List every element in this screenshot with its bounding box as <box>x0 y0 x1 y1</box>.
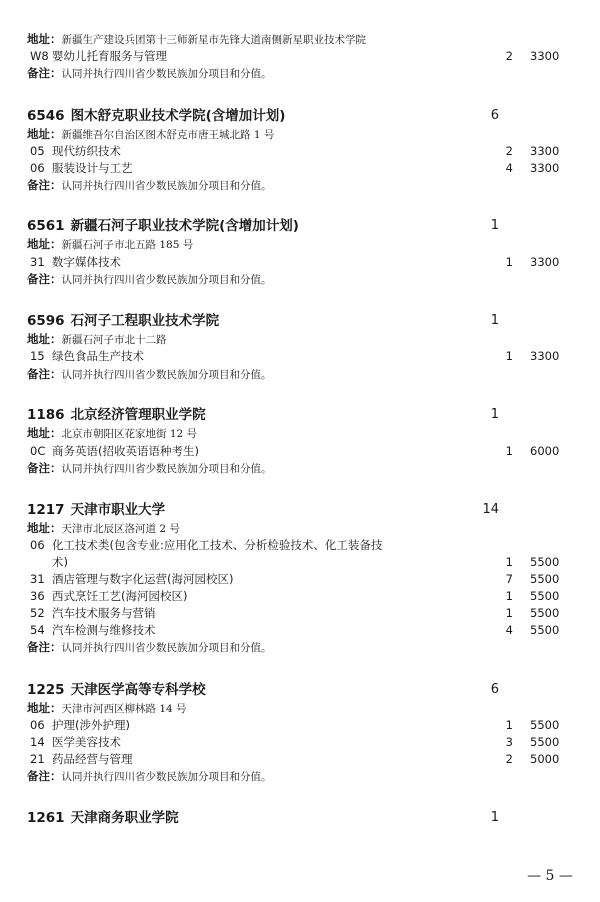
school-total: 6 <box>490 682 499 697</box>
major-name: 化工技术类(包含专业:应用化工技术、分析检验技术、化工装备技 <box>52 538 383 552</box>
note-label: 备注： <box>27 66 62 80</box>
major-row <box>30 751 560 768</box>
major-fee: 5000 <box>530 752 560 766</box>
note-line <box>27 768 560 785</box>
address-label: 地址： <box>27 32 62 46</box>
note-line <box>27 639 560 656</box>
school-total: 1 <box>490 407 499 422</box>
major-plan: 1 <box>505 606 513 620</box>
school-heading <box>27 311 560 331</box>
address-label: 地址： <box>27 521 62 535</box>
address-text: 天津市河西区柳林路 14 号 <box>61 703 187 715</box>
major-row <box>30 143 560 160</box>
note-label: 备注： <box>27 640 62 654</box>
school-heading <box>27 808 560 828</box>
major-row <box>30 622 560 639</box>
address-line <box>27 126 560 143</box>
major-name: 婴幼儿托育服务与管理 <box>52 49 167 63</box>
note-text: 认同并执行四川省少数民族加分项目和分值。 <box>61 463 272 475</box>
school-total: 1 <box>490 810 499 825</box>
major-row <box>30 443 560 460</box>
major-code: 21 <box>30 752 45 766</box>
address-text: 新疆石河子市北十二路 <box>61 334 167 346</box>
major-fee: 3300 <box>530 161 560 175</box>
major-plan: 1 <box>505 555 513 569</box>
school-name: 北京经济管理职业学院 <box>70 407 206 423</box>
major-plan: 1 <box>505 444 513 458</box>
major-fee: 5500 <box>530 735 560 749</box>
major-fee: 5500 <box>530 718 560 732</box>
note-line <box>27 366 560 383</box>
major-name: 药品经营与管理 <box>52 752 133 766</box>
major-fee: 5500 <box>530 589 560 603</box>
school-code: 6546 <box>27 108 65 124</box>
major-name: 西式烹饪工艺(海河园校区) <box>52 589 188 603</box>
school-total: 14 <box>482 502 499 517</box>
major-name: 现代纺织技术 <box>52 144 121 158</box>
major-plan: 7 <box>505 572 513 586</box>
note-label: 备注： <box>27 178 62 192</box>
major-plan: 1 <box>505 349 513 363</box>
school-code: 6596 <box>27 313 65 329</box>
major-plan: 2 <box>505 144 513 158</box>
note-text: 认同并执行四川省少数民族加分项目和分值。 <box>61 180 272 192</box>
major-code: 14 <box>30 735 45 749</box>
major-row <box>30 588 560 605</box>
major-name: 酒店管理与数字化运营(海河园校区) <box>52 572 234 586</box>
address-text: 天津市北辰区洛河道 2 号 <box>61 523 180 535</box>
major-fee: 5500 <box>530 555 560 569</box>
major-fee: 5500 <box>530 606 560 620</box>
note-text: 认同并执行四川省少数民族加分项目和分值。 <box>61 68 272 80</box>
school-heading <box>27 106 560 126</box>
major-code: 06 <box>30 718 45 732</box>
note-text: 认同并执行四川省少数民族加分项目和分值。 <box>61 369 272 381</box>
address-label: 地址： <box>27 701 62 715</box>
address-line <box>27 31 560 48</box>
note-text: 认同并执行四川省少数民族加分项目和分值。 <box>61 274 272 286</box>
major-plan: 1 <box>505 255 513 269</box>
major-fee: 5500 <box>530 572 560 586</box>
major-fee: 6000 <box>530 444 560 458</box>
major-code: 15 <box>30 349 45 363</box>
major-row <box>30 160 560 177</box>
major-code: 54 <box>30 623 45 637</box>
address-text: 新疆生产建设兵团第十三师新星市先锋大道南侧新星职业技术学院 <box>61 34 366 46</box>
note-line <box>27 177 560 194</box>
major-row <box>30 571 560 588</box>
address-line <box>27 520 560 537</box>
major-code: 06 <box>30 538 45 552</box>
major-fee: 3300 <box>530 349 560 363</box>
note-line <box>27 65 560 82</box>
major-code: 0C <box>30 444 46 458</box>
major-name: 绿色食品生产技术 <box>52 349 144 363</box>
major-plan: 4 <box>505 623 513 637</box>
major-row <box>30 605 560 622</box>
address-text: 新疆石河子市北五路 185 号 <box>61 239 194 251</box>
school-name: 新疆石河子职业技术学院(含增加计划) <box>70 218 299 234</box>
school-code: 1186 <box>27 407 65 423</box>
note-text: 认同并执行四川省少数民族加分项目和分值。 <box>61 642 272 654</box>
major-name-continued: 术) <box>52 555 68 569</box>
major-code: W8 <box>30 49 49 63</box>
major-fee: 3300 <box>530 144 560 158</box>
major-name: 汽车技术服务与营销 <box>52 606 156 620</box>
major-code: 52 <box>30 606 45 620</box>
major-plan: 4 <box>505 161 513 175</box>
school-heading <box>27 216 560 236</box>
address-label: 地址： <box>27 237 62 251</box>
school-code: 1261 <box>27 810 65 826</box>
major-fee: 3300 <box>530 49 560 63</box>
major-name: 护理(涉外护理) <box>52 718 130 732</box>
school-total: 6 <box>490 108 499 123</box>
major-row <box>30 717 560 734</box>
address-line <box>27 425 560 442</box>
major-code: 31 <box>30 572 45 586</box>
major-code: 05 <box>30 144 45 158</box>
school-name: 图木舒克职业技术学院(含增加计划) <box>70 108 286 124</box>
major-row <box>30 537 560 554</box>
school-code: 1225 <box>27 682 65 698</box>
page-number: — 5 — <box>527 868 573 884</box>
major-row <box>30 254 560 271</box>
major-plan: 3 <box>505 735 513 749</box>
major-code: 36 <box>30 589 45 603</box>
major-name: 汽车检测与维修技术 <box>52 623 156 637</box>
address-label: 地址： <box>27 127 62 141</box>
major-fee: 3300 <box>530 255 560 269</box>
school-name: 天津商务职业学院 <box>70 810 179 826</box>
note-text: 认同并执行四川省少数民族加分项目和分值。 <box>61 771 272 783</box>
major-name: 数字媒体技术 <box>52 255 121 269</box>
major-row <box>30 734 560 751</box>
note-label: 备注： <box>27 461 62 475</box>
school-code: 1217 <box>27 502 65 518</box>
major-name: 服装设计与工艺 <box>52 161 133 175</box>
school-total: 1 <box>490 313 499 328</box>
address-text: 北京市朝阳区花家地街 12 号 <box>61 428 198 440</box>
school-heading <box>27 405 560 425</box>
major-row <box>30 348 560 365</box>
major-code: 06 <box>30 161 45 175</box>
school-code: 6561 <box>27 218 65 234</box>
address-line <box>27 236 560 253</box>
note-line <box>27 271 560 288</box>
school-heading <box>27 500 560 520</box>
major-plan: 1 <box>505 718 513 732</box>
major-name: 商务英语(招收英语语种考生) <box>52 444 199 458</box>
major-plan: 2 <box>505 49 513 63</box>
address-label: 地址： <box>27 332 62 346</box>
note-line <box>27 460 560 477</box>
school-total: 1 <box>490 218 499 233</box>
note-label: 备注： <box>27 367 62 381</box>
address-text: 新疆维吾尔自治区图木舒克市唐王城北路 1 号 <box>61 129 275 141</box>
major-code: 31 <box>30 255 45 269</box>
school-name: 石河子工程职业技术学院 <box>70 313 220 329</box>
address-line <box>27 331 560 348</box>
major-row-continued <box>30 554 560 571</box>
school-name: 天津市职业大学 <box>70 502 166 518</box>
note-label: 备注： <box>27 272 62 286</box>
address-label: 地址： <box>27 426 62 440</box>
major-plan: 2 <box>505 752 513 766</box>
school-name: 天津医学高等专科学校 <box>70 682 206 698</box>
major-plan: 1 <box>505 589 513 603</box>
major-fee: 5500 <box>530 623 560 637</box>
major-row <box>30 48 560 65</box>
address-line <box>27 700 560 717</box>
major-name: 医学美容技术 <box>52 735 121 749</box>
note-label: 备注： <box>27 769 62 783</box>
school-heading <box>27 680 560 700</box>
